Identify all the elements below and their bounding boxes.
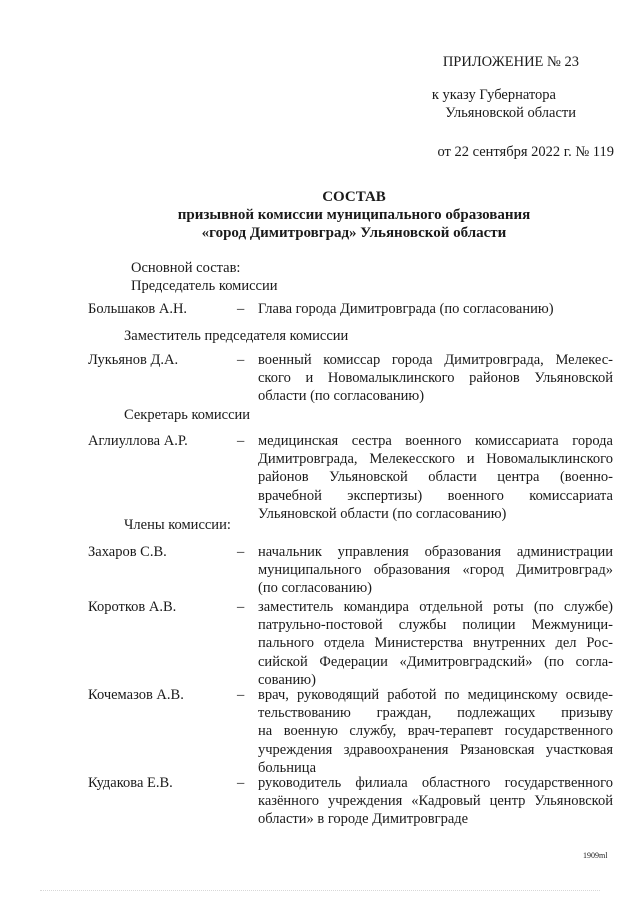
decree-date: от 22 сентября 2022 г. № 119 xyxy=(437,144,614,160)
member-name: Кудакова Е.В. xyxy=(88,775,173,791)
dash-separator: – xyxy=(237,599,245,615)
member-description: руководитель филиала областного государственного казённого учреждения «Кадровый центр Ульяновской области» в городе Димитровграде xyxy=(258,775,613,828)
section-deputy: Заместитель председателя комиссии xyxy=(124,328,349,344)
dash-separator: – xyxy=(237,301,245,317)
scan-artifact-line xyxy=(40,890,600,891)
member-name: Коротков А.В. xyxy=(88,599,177,615)
document-subtitle-1: призывной комиссии муниципального образования xyxy=(177,207,531,223)
member-description: начальник управления образования администрации муниципального образования «город Димитровград» (по согласованию) xyxy=(258,544,613,597)
decree-line-1: к указу Губернатора xyxy=(431,87,556,103)
member-name: Большаков А.Н. xyxy=(88,301,188,317)
section-main: Основной состав: xyxy=(131,260,241,276)
member-description: заместитель командира отдельной роты (по службе) патрульно-постовой службы полиции Межмуници- пального отдела Министерства внутренних дел Рос- сийской Федерации «Димитровградский» (по согла- сованию) xyxy=(258,599,613,688)
dash-separator: – xyxy=(237,544,245,560)
appendix-number: ПРИЛОЖЕНИЕ № 23 xyxy=(442,54,579,70)
document-subtitle-2: «город Димитровград» Ульяновской области xyxy=(201,225,507,241)
dash-separator: – xyxy=(237,433,245,449)
member-description: Глава города Димитровграда (по согласованию) xyxy=(258,301,554,317)
section-secretary: Секретарь комиссии xyxy=(124,407,251,423)
member-description: врач, руководящий работой по медицинскому освиде- тельствованию граждан, подлежащих призыву на военную службу, врач-терапевт государственного учреждения здравоохранения Рязановская участковая больница xyxy=(258,687,613,776)
section-members: Члены комиссии: xyxy=(124,517,231,533)
member-name: Захаров С.В. xyxy=(88,544,167,560)
member-description: военный комиссар города Димитровграда, Мелекес- ского и Новомалыклинского районов Ульяновской области (по согласованию) xyxy=(258,352,613,405)
section-chairman: Председатель комиссии xyxy=(131,278,278,294)
decree-line-2: Ульяновской области xyxy=(445,105,576,121)
dash-separator: – xyxy=(237,687,245,703)
dash-separator: – xyxy=(237,352,245,368)
member-description: медицинская сестра военного комиссариата города Димитровграда, Мелекесского и Новомалыклинского районов Ульяновской области центра (военно- врачебной экспертизы) военного комиссариата Ульяновской области (по согласованию) xyxy=(258,433,613,522)
document-title: СОСТАВ xyxy=(322,189,386,205)
document-code: 1909ml xyxy=(583,851,608,860)
member-name: Аглиуллова А.Р. xyxy=(88,433,188,449)
member-name: Лукьянов Д.А. xyxy=(88,352,179,368)
dash-separator: – xyxy=(237,775,245,791)
member-name: Кочемазов А.В. xyxy=(88,687,184,703)
